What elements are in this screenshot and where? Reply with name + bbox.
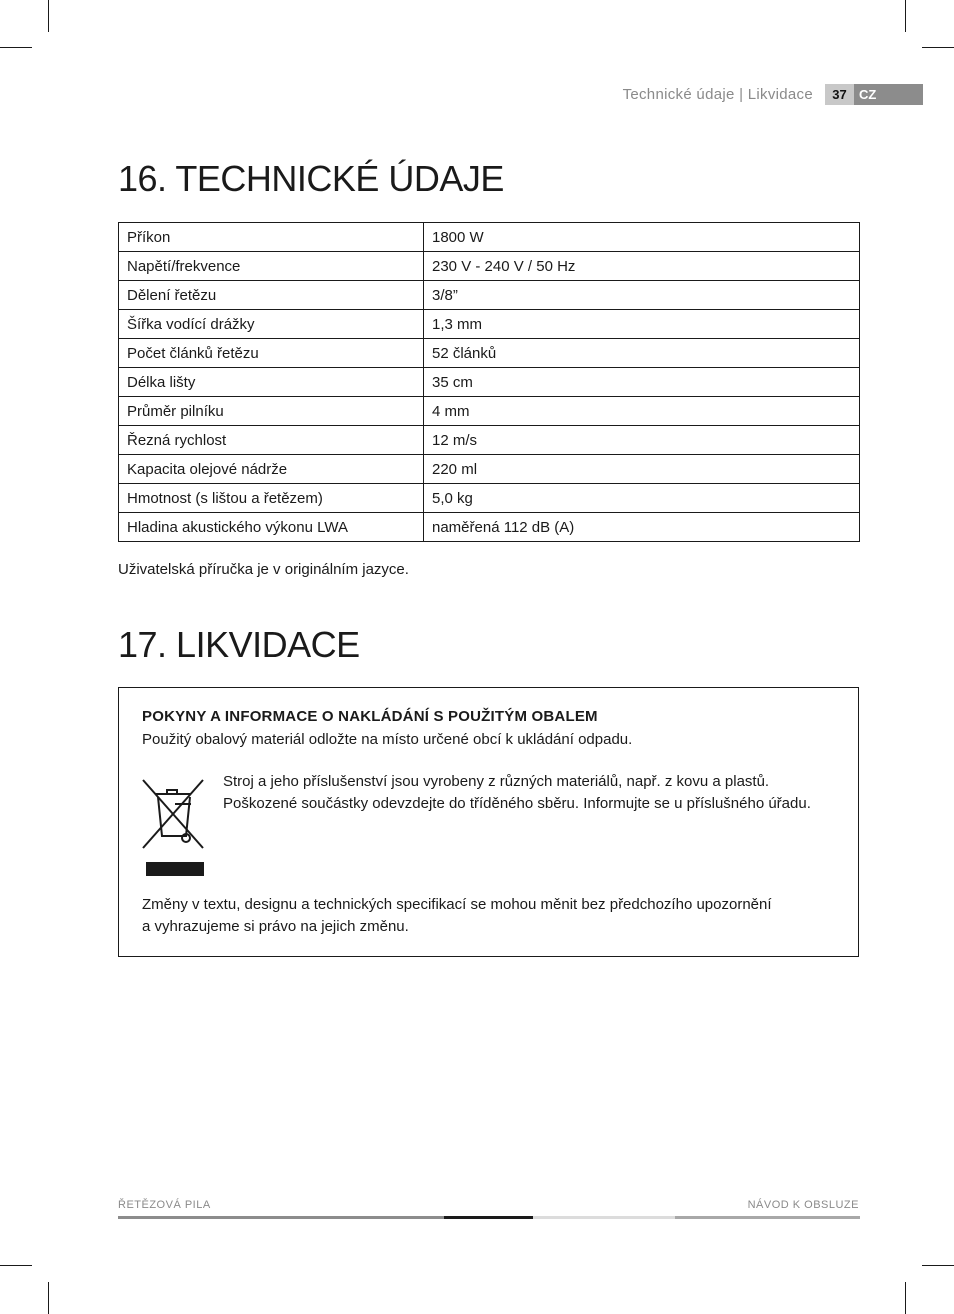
spec-label: Napětí/frekvence (119, 252, 424, 281)
weee-text-line-2: Poškozené součástky odevzdejte do tříděného sběru. Informujte se u příslušného úřadu. (223, 795, 811, 812)
spec-label: Šířka vodící drážky (119, 310, 424, 339)
footer-product-name: ŘETĚZOVÁ PILA (118, 1199, 211, 1211)
spec-label: Průměr pilníku (119, 397, 424, 426)
spec-label: Dělení řetězu (119, 281, 424, 310)
spec-value: 4 mm (424, 397, 860, 426)
spec-value: 52 článků (424, 339, 860, 368)
page-tab (825, 84, 923, 105)
spec-value: 35 cm (424, 368, 860, 397)
spec-label: Řezná rychlost (119, 426, 424, 455)
crop-mark (905, 0, 906, 32)
table-row (119, 455, 860, 484)
spec-value: 1800 W (424, 223, 860, 252)
crop-mark (48, 0, 49, 32)
spec-value: 5,0 kg (424, 484, 860, 513)
footer-manual-label: NÁVOD K OBSLUZE (747, 1199, 859, 1211)
crop-mark (0, 47, 32, 48)
language-badge: CZ (854, 84, 923, 105)
crop-mark (905, 1282, 906, 1314)
disposal-info-box (118, 687, 859, 957)
weee-text-line-1: Stroj a jeho příslušenství jsou vyrobeny z různých materiálů, např. z kovu a plastů. (223, 773, 770, 790)
packaging-text: Použitý obalový materiál odložte na místo určené obcí k ukládání odpadu. (142, 731, 633, 748)
section-17-title: 17. LIKVIDACE (118, 624, 360, 665)
table-row (119, 281, 860, 310)
page-number: 37 (825, 84, 854, 105)
spec-label: Počet článků řetězu (119, 339, 424, 368)
table-row (119, 223, 860, 252)
crossed-out-wheelie-bin-icon (141, 776, 205, 876)
changes-text-line-1: Změny v textu, designu a technických specifikací se mohou měnit bez předchozího upozornění (142, 896, 772, 913)
table-row (119, 513, 860, 542)
spec-label: Příkon (119, 223, 424, 252)
spec-value: 12 m/s (424, 426, 860, 455)
spec-label: Hladina akustického výkonu LWA (119, 513, 424, 542)
spec-label: Délka lišty (119, 368, 424, 397)
crop-mark (0, 1265, 32, 1266)
footer-bar (533, 1216, 675, 1219)
spec-value: 230 V - 240 V / 50 Hz (424, 252, 860, 281)
table-row (119, 397, 860, 426)
table-row (119, 426, 860, 455)
crop-mark (922, 47, 954, 48)
table-row (119, 310, 860, 339)
table-row (119, 484, 860, 513)
footer-bar (444, 1216, 533, 1219)
original-language-note: Uživatelská příručka je v originálním jazyce. (118, 561, 409, 578)
table-row (119, 339, 860, 368)
table-row (119, 368, 860, 397)
spec-value: naměřená 112 dB (A) (424, 513, 860, 542)
footer-bar (675, 1216, 860, 1219)
spec-value: 220 ml (424, 455, 860, 484)
running-header: Technické údaje | Likvidace (622, 86, 813, 103)
table-row (119, 252, 860, 281)
spec-value: 1,3 mm (424, 310, 860, 339)
spec-value: 3/8” (424, 281, 860, 310)
box-heading: POKYNY A INFORMACE O NAKLÁDÁNÍ S POUŽITÝM OBALEM (142, 708, 598, 725)
footer-bar (118, 1216, 444, 1219)
technical-data-table (118, 222, 860, 542)
changes-text-line-2: a vyhrazujeme si právo na jejich změnu. (142, 918, 409, 935)
spec-label: Kapacita olejové nádrže (119, 455, 424, 484)
crop-mark (922, 1265, 954, 1266)
spec-label: Hmotnost (s lištou a řetězem) (119, 484, 424, 513)
crop-mark (48, 1282, 49, 1314)
section-16-title: 16. TECHNICKÉ ÚDAJE (118, 158, 504, 199)
